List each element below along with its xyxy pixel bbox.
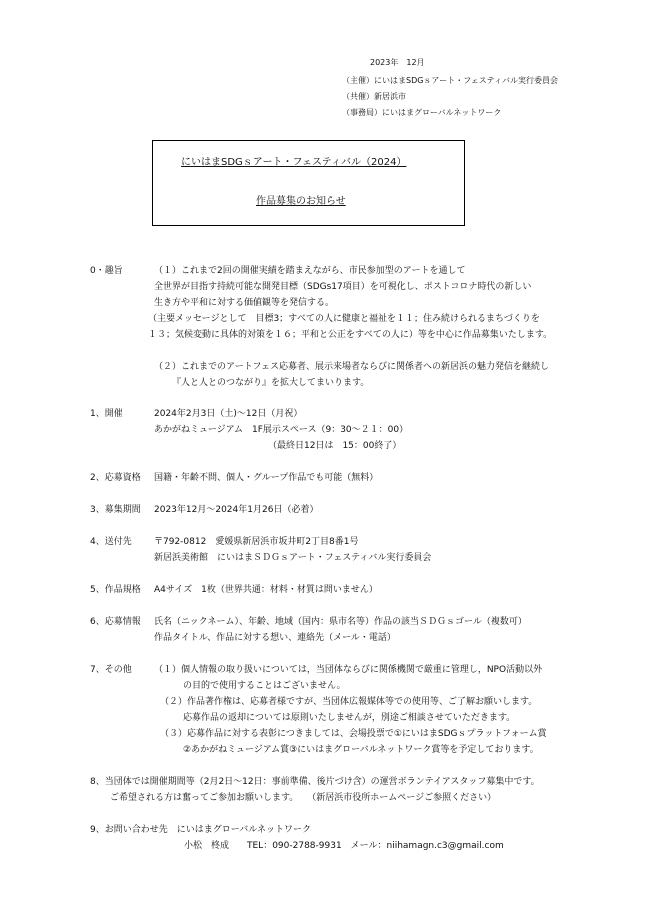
event-dates: 2024年2月3日（土)～12日（月祝）: [154, 409, 303, 419]
title-box: [152, 140, 465, 226]
section-2-label: 2、応募資格: [90, 473, 141, 483]
document-date: 2023年 12月: [370, 58, 425, 67]
section-6-label: 6、応募情報: [90, 617, 141, 627]
secretariat-line: （事務局）にいはまグローバルネットワーク: [342, 108, 502, 117]
section-0-text: （主要メッセージとして 目標3；すべての人に健康と福祉を１１；住み続けられるまちづくりを: [148, 314, 540, 324]
other-notes: （２）作品著作権は、応募者様ですが、当団体広報媒体等での使用等、ご了解お願いします。: [160, 697, 538, 707]
document-title: にいはまSDGｓアート・フェスティバル（2024）: [181, 157, 407, 168]
other-notes: （１）個人情報の取り扱いについては，当団体ならびに関係機関で厳重に管理し，NPO活動以外: [154, 665, 543, 675]
contact-details: 小松 柊成 TEL：090‐2788‐9931 メール：niihamagn.c3@gmail.com: [184, 841, 504, 851]
contact-heading: 9、お問い合わせ先 にいはまグローバルネットワーク: [90, 825, 312, 835]
submission-period: 2023年12月～2024年1月26日（必着）: [154, 505, 319, 515]
artwork-spec: A4サイズ 1枚（世界共通：材料・材質は問いません）: [154, 585, 378, 595]
other-notes: （３）応募作品に対する表彰につきましては、会場投票で①にいはまSDGｓプラットフォーム賞: [160, 729, 547, 739]
organizer-line: （主催）にいはまSDGｓアート・フェスティバル実行委員会: [342, 76, 558, 85]
section-0-text: （２）これまでのアートフェス応募者、展示来場者ならびに関係者への新居浜の魅力発信を継続し: [154, 362, 550, 372]
section-0-label: 0・趣旨: [90, 266, 123, 276]
volunteer-notice: ご希望される方は奮ってご参加お願いします。 （新居浜市役所ホームページご参照ください）: [110, 793, 497, 803]
application-info: 作品タイトル、作品に対する想い、連絡先（メール・電話）: [154, 633, 396, 643]
postal-address: 〒792‐0812 愛媛県新居浜市坂井町2丁目8番1号: [154, 537, 359, 547]
application-info: 氏名（ニックネーム）、年齢、地域（国内：県市名等）作品の該当ＳＤＧｓゴール（複数可）: [154, 617, 527, 627]
section-7-label: 7、その他: [90, 665, 132, 675]
section-5-label: 5、作品規格: [90, 585, 141, 595]
section-1-label: 1、開催: [90, 409, 123, 419]
document-subtitle: 作品募集のお知らせ: [256, 196, 346, 207]
other-notes: 応募作品の返却については原則いたしませんが，別途ご相談させていただきます。: [183, 713, 516, 723]
section-3-label: 3、募集期間: [90, 505, 141, 515]
event-last-day: （最終日12日は 15：00終了）: [268, 441, 402, 451]
section-4-label: 4、送付先: [90, 537, 132, 547]
section-0-text: 『人と人とのつながり』を拡大してまいります。: [172, 378, 370, 388]
volunteer-notice: 8、当団体では開催期間等（2月2日～12日：事前準備、後片づけ含）の運営ボランテイアスタッフ募集中です。: [90, 777, 540, 787]
section-0-text: （１）これまで2回の開催実績を踏まえながら、市民参加型のアートを通して: [154, 266, 466, 276]
recipient-name: 新居浜美術館 にいはまＳＤＧｓアート・フェスティバル実行委員会: [154, 553, 432, 563]
other-notes: の目的で使用することはございません。: [183, 681, 346, 691]
event-venue: あかがねミュージアム 1F展示スペース（9：30～２１：00）: [154, 425, 409, 435]
section-0-text: 全世界が目指す持続可能な開発目標（SDGs17項目）を可視化し、ポストコロナ時代の新しい: [154, 282, 532, 292]
section-0-text: 生き方や平和に対する価値観等を発信する。: [154, 298, 335, 308]
eligibility-text: 国籍・年齢不問、個人・グループ作品でも可能（無料）: [154, 473, 379, 483]
other-notes: ②あかがねミュージアム賞③にいはまグローバルネットワーク賞等を予定しております。: [183, 745, 539, 755]
section-0-text: １３；気候変動に具体的対策を１６；平和と公正をすべての人に）等を中心に作品募集いたします。: [148, 330, 553, 340]
co-organizer-line: （共催）新居浜市: [342, 92, 406, 101]
